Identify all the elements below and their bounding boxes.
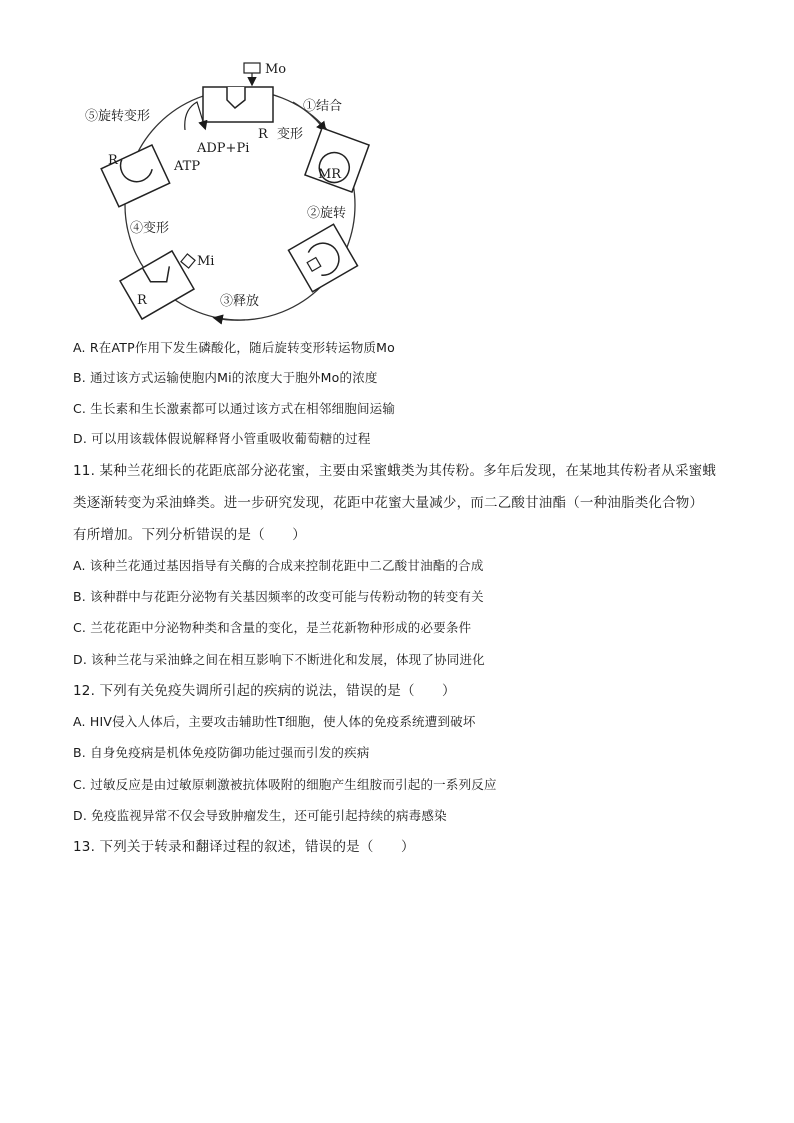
mi-box [181,254,195,268]
carrier-cycle-diagram [75,60,395,330]
q11-stem-line2: 类逐渐转变为采油蜂类。进一步研究发现，花距中花蜜大量减少，而二乙酸甘油酯（一种油脂类化合物） [73,495,704,511]
q11-option-a: A. 该种兰花通过基因指导有关酶的合成来控制花距中二乙酸甘油酯的合成 [73,558,484,573]
q12-option-d: D. 免疫监视异常不仅会导致肿瘤发生，还可能引起持续的病毒感染 [73,808,447,823]
step5-label: ⑤旋转变形 [85,109,151,124]
q11-option-b: B. 该种群中与花距分泌物有关基因频率的改变可能与传粉动物的转变有关 [73,589,484,604]
step4-label: ④变形 [130,221,170,236]
carrier-cycle-svg [75,60,395,330]
mi-label: Mi [197,254,215,269]
step2-label: ②旋转 [307,206,347,221]
r-bottom-label: R [137,293,147,308]
q13-stem: 13. 下列关于转录和翻译过程的叙述，错误的是（ ） [73,839,415,855]
top-carrier [203,63,273,122]
deform-top-label: 变形 [277,127,304,142]
q12-stem: 12. 下列有关免疫失调所引起的疾病的说法，错误的是（ ） [73,683,456,699]
right-carrier-mr [305,128,369,192]
r-left-label: R [108,153,118,168]
q11-option-c: C. 兰花花距中分泌物种类和含量的变化，是兰花新物种形成的必要条件 [73,620,472,635]
q10-option-a: A. R在ATP作用下发生磷酸化，随后旋转变形转运物质Mo [73,340,395,355]
q10-option-d: D. 可以用该载体假说解释肾小管重吸收葡萄糖的过程 [73,431,371,446]
q12-option-b: B. 自身免疫病是机体免疫防御功能过强而引发的疾病 [73,745,370,760]
q11-stem-line1: 11. 某种兰花细长的花距底部分泌花蜜，主要由采蜜蛾类为其传粉。多年后发现，在某地其传粉者从采蜜蛾 [73,463,717,479]
q10-option-c: C. 生长素和生长激素都可以通过该方式在相邻细胞间运输 [73,401,396,416]
q10-option-b: B. 通过该方式运输使胞内Mi的浓度大于胞外Mo的浓度 [73,370,378,385]
mr-label: MR [318,167,342,182]
step3-label: ③释放 [220,294,260,309]
adp-arrow [185,102,205,130]
mo-label: Mo [265,62,287,77]
q12-option-c: C. 过敏反应是由过敏原刺激被抗体吸附的细胞产生组胺而引起的一系列反应 [73,777,497,792]
atp-label: ATP [174,159,201,174]
r-top-label: R [258,127,268,142]
adp-label: ADP+Pi [197,141,250,156]
q12-option-a: A. HIV侵入人体后，主要攻击辅助性T细胞，使人体的免疫系统遭到破坏 [73,714,476,729]
q11-option-d: D. 该种兰花与采油蜂之间在相互影响下不断进化和发展，体现了协同进化 [73,652,485,667]
step1-label: ①结合 [303,99,343,114]
bottom-right-carrier [288,224,357,292]
q11-stem-line3: 有所增加。下列分析错误的是（ ） [73,527,306,543]
